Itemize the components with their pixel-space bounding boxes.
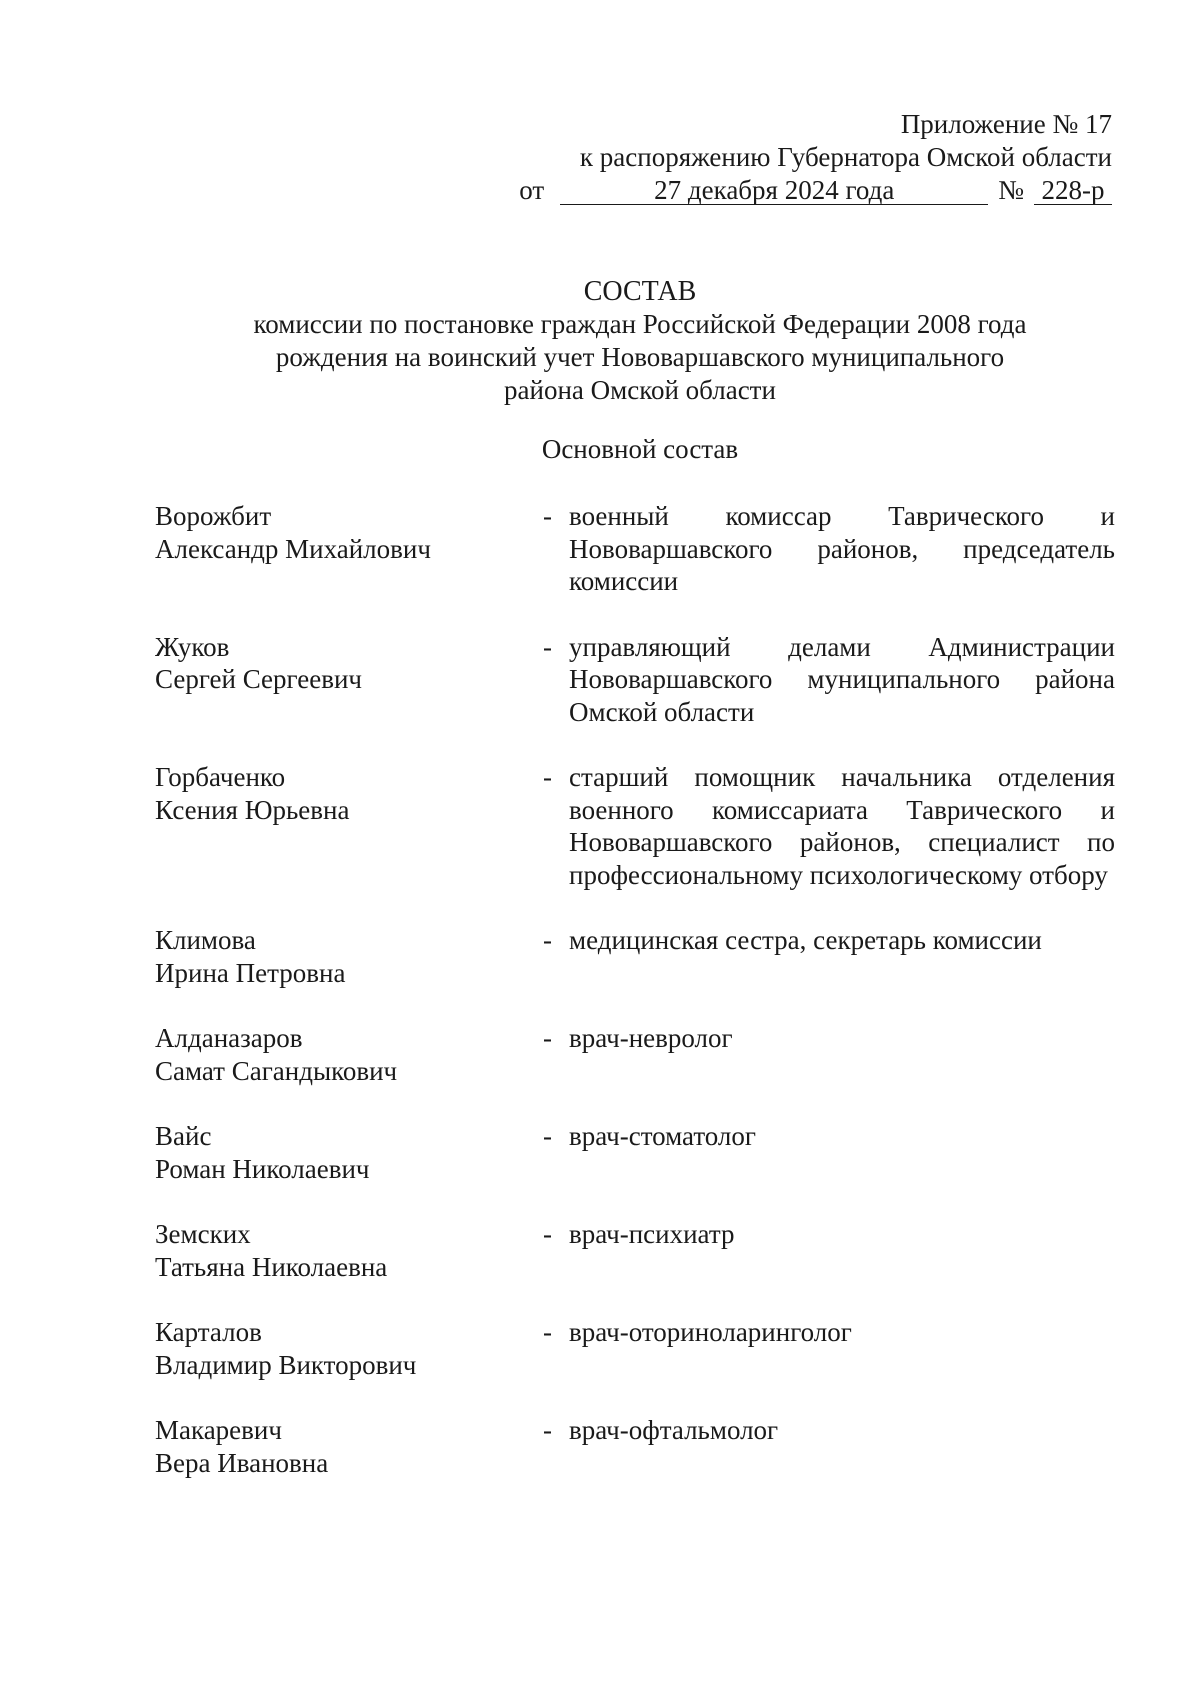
member-row [155, 1022, 1115, 1087]
member-role: врач-офтальмолог [569, 1415, 779, 1445]
member-dash: - [543, 631, 552, 662]
member-role: врач-невролог [569, 1023, 733, 1053]
attachment-header [519, 108, 1112, 207]
member-given-names: Татьяна Николаевна [155, 1251, 388, 1282]
attachment-reference: к распоряжению Губернатора Омской области [579, 142, 1112, 172]
member-name [155, 500, 543, 598]
document-title [0, 275, 1200, 407]
member-role: старший помощник начальника отделения военного комиссариата Таврического и Нововаршавского районов, специалист по профессиональному психологическому отбору [569, 762, 1115, 890]
member-dash: - [543, 762, 552, 792]
order-date: 27 декабря 2024 года [560, 176, 988, 205]
member-dash: - [543, 1317, 552, 1347]
attachment-number: Приложение № 17 [900, 109, 1112, 139]
member-given-names: Роман Николаевич [155, 1153, 370, 1184]
member-surname: Жуков [155, 631, 230, 662]
member-given-names: Александр Михайлович [155, 533, 431, 564]
member-surname: Макаревич [155, 1415, 282, 1445]
member-name [155, 1022, 543, 1087]
member-surname: Ворожбит [155, 501, 272, 531]
member-role: врач-стоматолог [569, 1121, 756, 1151]
member-role: врач-психиатр [569, 1219, 735, 1249]
member-dash: - [543, 501, 552, 531]
member-role: врач-оториноларинголог [569, 1317, 852, 1347]
member-surname: Карталов [155, 1317, 262, 1347]
title-heading: СОСТАВ [583, 276, 697, 307]
member-surname: Алданазаров [155, 1023, 303, 1053]
order-details [519, 174, 1112, 207]
member-given-names: Самат Сагандыкович [155, 1055, 398, 1086]
number-label: № [998, 175, 1024, 205]
member-role: военный комиссар Таврического и Нововаршавского районов, председатель комиссии [569, 501, 1115, 596]
title-line-3: района Омской области [504, 375, 776, 405]
member-name [155, 1414, 543, 1479]
member-given-names: Сергей Сергеевич [155, 664, 363, 694]
member-given-names: Ксения Юрьевна [155, 794, 350, 825]
member-row [155, 1120, 1115, 1185]
member-dash: - [543, 925, 552, 955]
title-line-1: комиссии по постановке граждан Российской Федерации 2008 года [253, 309, 1027, 339]
member-surname: Климова [155, 925, 256, 955]
member-dash: - [543, 1121, 552, 1151]
member-given-names: Вера Ивановна [155, 1447, 329, 1478]
member-name [155, 631, 543, 729]
member-row [155, 924, 1115, 989]
title-line-2: рождения на воинский учет Нововаршавского муниципального [275, 342, 1005, 372]
member-row [155, 631, 1115, 729]
member-given-names: Владимир Викторович [155, 1349, 417, 1380]
member-row [155, 1414, 1115, 1479]
member-row [155, 1218, 1115, 1283]
member-surname: Земских [155, 1219, 251, 1249]
member-role: управляющий делами Администрации Нововаршавского муниципального района Омской области [569, 631, 1115, 727]
member-row [155, 761, 1115, 891]
member-name [155, 1120, 543, 1185]
member-dash: - [543, 1023, 552, 1053]
member-list [155, 500, 1115, 1512]
from-label: от [519, 175, 545, 205]
member-surname: Горбаченко [155, 762, 286, 792]
member-name [155, 924, 543, 989]
member-dash: - [543, 1219, 552, 1249]
member-row [155, 500, 1115, 598]
order-number: 228-р [1034, 176, 1112, 205]
member-name [155, 1218, 543, 1283]
member-name [155, 761, 543, 891]
member-row [155, 1316, 1115, 1381]
section-title: Основной состав [541, 434, 739, 464]
member-role: медицинская сестра, секретарь комиссии [569, 925, 1042, 955]
member-surname: Вайс [155, 1121, 212, 1151]
member-given-names: Ирина Петровна [155, 957, 346, 988]
member-name [155, 1316, 543, 1381]
member-dash: - [543, 1415, 552, 1445]
